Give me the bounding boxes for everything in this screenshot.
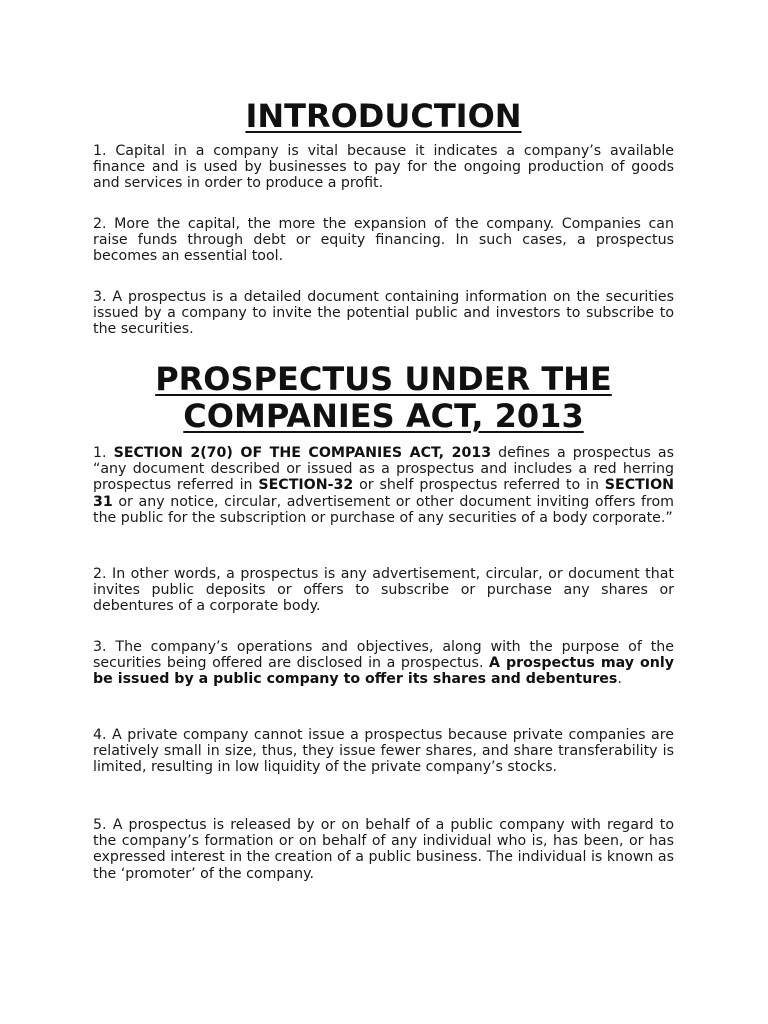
section-32-reference: SECTION-32 <box>258 477 354 494</box>
introduction-paragraph-2: 2. More the capital, the more the expansion of the company. Companies can raise funds through debt or equity financing. In such cases, a prospectus becomes an essential tool. <box>93 216 674 265</box>
prospectus-paragraph-1 <box>93 445 674 526</box>
operations-text: 3. The company’s operations and objectives, along with the purpose of the securities being offered are disclosed in a prospectus. <box>93 639 674 672</box>
definition-text-part-1: defines a prospectus as “any document described or issued as a prospectus and includes a red herring prospectus referred in <box>93 445 674 494</box>
public-company-emphasis: A prospectus may only be issued by a public company to offer its shares and debentures <box>93 655 674 688</box>
sentence-end: . <box>617 671 622 688</box>
prospectus-heading <box>93 361 674 435</box>
section-2-70-reference: SECTION 2(70) OF THE COMPANIES ACT, 2013 <box>113 445 492 461</box>
definition-text-part-3: or any notice, circular, advertisement or other document inviting offers from the public for the subscription or purchase of any securities of a body corporate.” <box>93 493 674 526</box>
prospectus-paragraph-3 <box>93 639 674 688</box>
introduction-heading: INTRODUCTION <box>245 97 522 135</box>
paragraph-number: 1. <box>93 445 114 461</box>
prospectus-heading-line-2: COMPANIES ACT, 2013 <box>183 397 584 435</box>
section-31-reference: SECTION 31 <box>93 477 675 510</box>
prospectus-paragraph-5: 5. A prospectus is released by or on behalf of a public company with regard to the company’s formation or on behalf of any individual who is, has been, or has expressed interest in the creation of a public business. The individual is known as the ‘promoter’ of the company. <box>93 817 674 882</box>
prospectus-heading-line-1: PROSPECTUS UNDER THE <box>155 360 612 398</box>
prospectus-paragraph-4: 4. A private company cannot issue a prospectus because private companies are relatively small in size, thus, they issue fewer shares, and share transferability is limited, resulting in low liquidity of the private company’s stocks. <box>93 727 674 776</box>
introduction-paragraph-3: 3. A prospectus is a detailed document containing information on the securities issued by a company to invite the potential public and investors to subscribe to the securities. <box>93 289 674 338</box>
prospectus-paragraph-2: 2. In other words, a prospectus is any advertisement, circular, or document that invites public deposits or offers to subscribe or purchase any shares or debentures of a corporate body. <box>93 566 674 615</box>
definition-text-part-2: or shelf prospectus referred to in <box>353 477 605 494</box>
introduction-paragraph-1: 1. Capital in a company is vital because it indicates a company’s available finance and is used by businesses to pay for the ongoing production of goods and services in order to produce a profit. <box>93 143 674 192</box>
